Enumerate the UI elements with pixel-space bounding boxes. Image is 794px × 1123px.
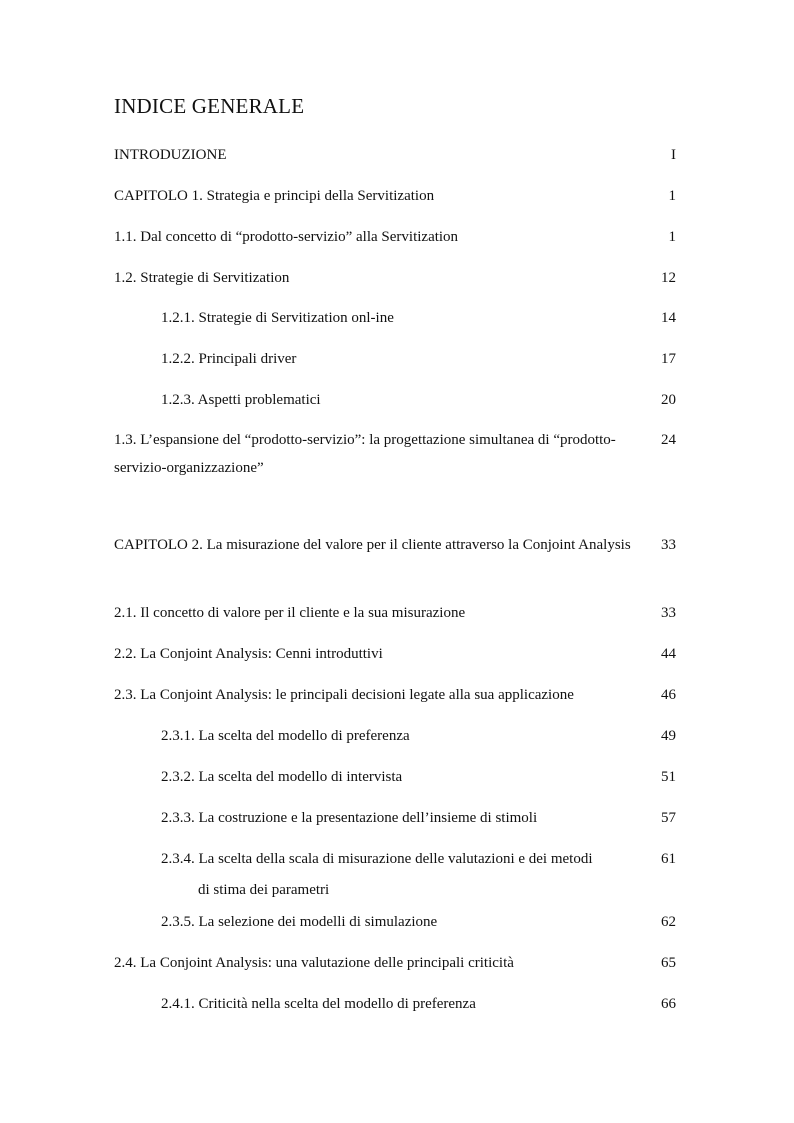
toc-entry-text: 2.4.1. Criticità nella scelta del modello di preferenza	[161, 996, 476, 1012]
toc-entry-text: 2.4. La Conjoint Analysis: una valutazione delle principali criticità	[114, 955, 514, 971]
toc-entry-2-3-1[interactable]	[161, 722, 676, 750]
toc-entry-1-2[interactable]	[114, 264, 676, 292]
toc-entry-text: 2.3. La Conjoint Analysis: le principali decisioni legate alla sua applicazione	[114, 687, 574, 703]
toc-entry-page: 44	[661, 646, 676, 662]
toc-entry-1-1[interactable]	[114, 223, 676, 251]
toc-entry-text: 1.2. Strategie di Servitization	[114, 270, 290, 286]
toc-entry-2-3-5[interactable]	[161, 908, 676, 936]
toc-entry-page: 20	[661, 392, 676, 408]
toc-entry-text: 2.2. La Conjoint Analysis: Cenni introduttivi	[114, 646, 383, 662]
toc-entry-2-3[interactable]	[114, 681, 676, 709]
toc-entry-2-3-2[interactable]	[161, 763, 676, 791]
toc-entry-capitolo-1[interactable]	[114, 182, 676, 210]
toc-entry-2-3-4[interactable]	[161, 845, 676, 904]
toc-entry-2-1[interactable]	[114, 599, 676, 627]
toc-entry-page: 17	[661, 351, 676, 367]
toc-entry-2-4-1[interactable]	[161, 990, 676, 1018]
toc-entry-page: 12	[661, 270, 676, 286]
toc-entry-page: 62	[661, 914, 676, 930]
toc-entry-page: 66	[661, 996, 676, 1012]
toc-entry-page: 65	[661, 955, 676, 971]
toc-entry-page: 49	[661, 728, 676, 744]
toc-entry-page: 61	[661, 851, 676, 867]
toc-entry-1-2-1[interactable]	[161, 304, 676, 332]
toc-entry-text: CAPITOLO 1. Strategia e principi della Servitization	[114, 188, 435, 204]
toc-entry-introduzione[interactable]	[114, 141, 676, 169]
toc-entry-text: 1.3. L’espansione del “prodotto-servizio”: la progettazione simultanea di “prodotto-servizio-organizzazione”	[114, 432, 616, 476]
toc-entry-1-2-2[interactable]	[161, 345, 676, 373]
toc-entry-page: 24	[661, 432, 676, 448]
page-title: INDICE GENERALE	[114, 94, 305, 118]
toc-entry-2-4[interactable]	[114, 949, 676, 977]
toc-entry-page: 51	[661, 769, 676, 785]
toc-entry-2-2[interactable]	[114, 640, 676, 668]
toc-entry-text: 1.1. Dal concetto di “prodotto-servizio” alla Servitization	[114, 229, 459, 245]
toc-entry-page: 14	[661, 310, 676, 326]
toc-entry-1-3[interactable]	[114, 426, 676, 482]
toc-entry-text: 2.1. Il concetto di valore per il cliente e la sua misurazione	[114, 605, 466, 621]
toc-entry-text: INTRODUZIONE	[114, 147, 227, 163]
toc-entry-text: 2.3.1. La scelta del modello di preferenza	[161, 728, 410, 744]
toc-entry-1-2-3[interactable]	[161, 386, 676, 414]
toc-entry-text: 2.3.4. La scelta della scala di misurazione delle valutazioni e dei metodi	[161, 851, 593, 867]
toc-entry-page: 33	[661, 605, 676, 621]
toc-entry-capitolo-2[interactable]	[114, 531, 676, 559]
toc-entry-page: 33	[661, 537, 676, 553]
toc-entry-2-3-3[interactable]	[161, 804, 676, 832]
toc-entry-text: 2.3.2. La scelta del modello di intervista	[161, 769, 403, 785]
toc-entry-text: 2.3.5. La selezione dei modelli di simulazione	[161, 914, 438, 930]
toc-entry-page: 1	[668, 188, 676, 204]
toc-entry-text: 1.2.2. Principali driver	[161, 351, 297, 367]
toc-entry-page: 46	[661, 687, 676, 703]
toc-entry-continuation: di stima dei parametri	[198, 882, 330, 898]
toc-entry-page: 57	[661, 810, 676, 826]
toc-entry-text: 2.3.3. La costruzione e la presentazione dell’insieme di stimoli	[161, 810, 538, 826]
toc-entry-page: 1	[668, 229, 676, 245]
toc-entry-text: 1.2.1. Strategie di Servitization onl-ine	[161, 310, 394, 326]
toc-entry-page: I	[671, 147, 676, 163]
toc-entry-text: 1.2.3. Aspetti problematici	[161, 392, 321, 408]
toc-entry-text: CAPITOLO 2. La misurazione del valore per il cliente attraverso la Conjoint Analysis	[114, 537, 631, 553]
